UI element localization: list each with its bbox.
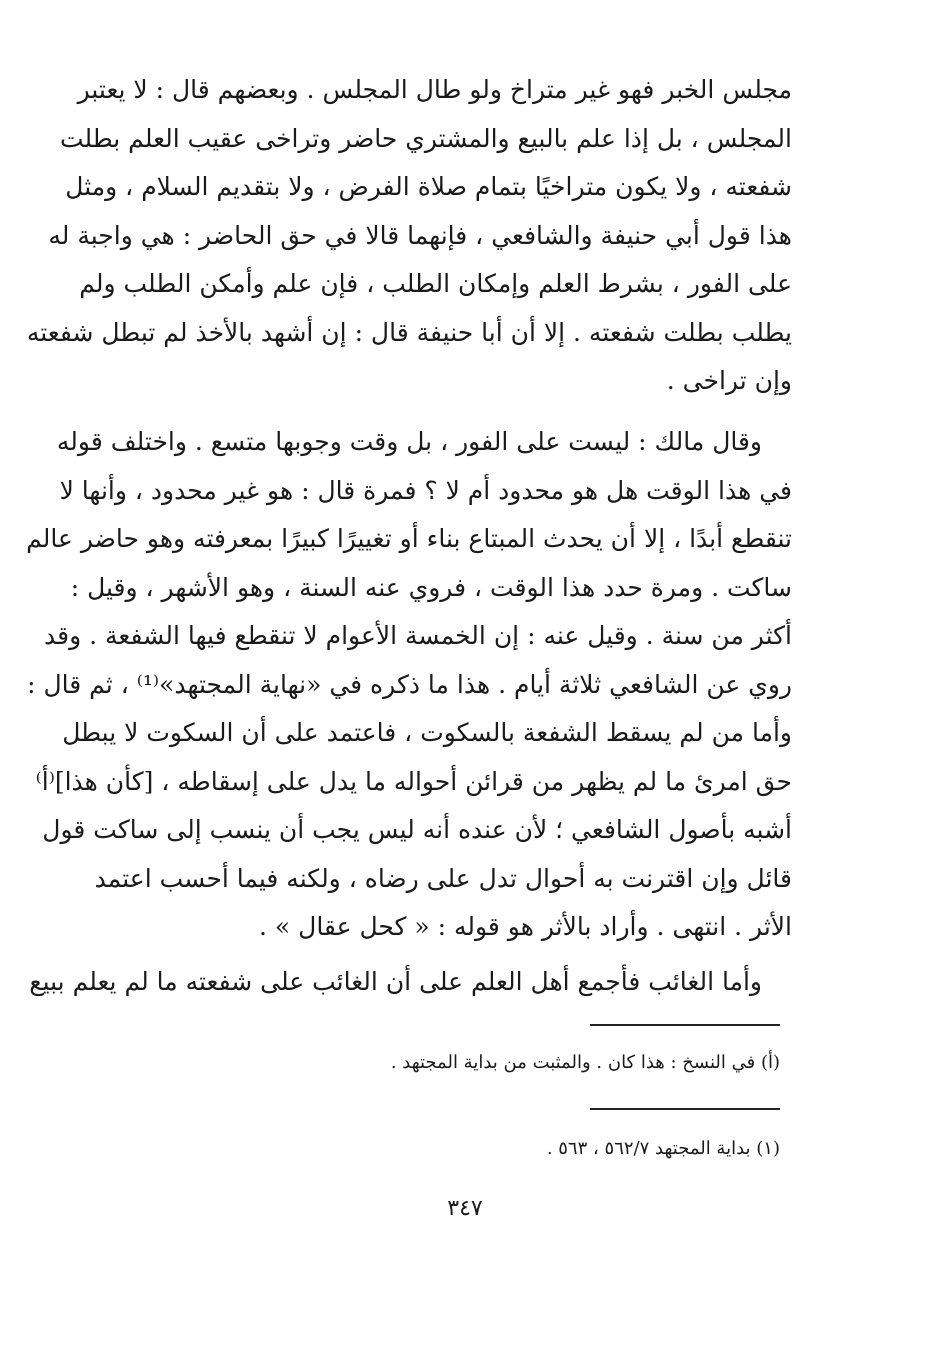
text-line: روي عن الشافعي ثلاثة أيام . هذا ما ذكره في «نهاية المجتهد»⁽¹⁾ ، ثم قال : [27,669,792,699]
text-line: حق امرئ ما لم يظهر من قرائن أحواله ما يدل على إسقاطه ، [كأن هذا]⁽أ⁾ [35,766,792,796]
text-line: هذا قول أبي حنيفة والشافعي ، فإنهما قالا في حق الحاضر : هي واجبة له [48,220,792,250]
text-line: وإن تراخى . [666,366,792,395]
text-line: في هذا الوقت هل هو محدود أم لا ؟ فمرة قال : هو غير محدود ، وأنها لا [59,475,792,505]
text-line: على الفور ، بشرط العلم وإمكان الطلب ، فإن علم وأمكن الطلب ولم [79,269,792,298]
text-line: تنقطع أبدًا ، إلا أن يحدث المبتاع بناء أو تغييرًا كبيرًا بمعرفته وهو حاضر عالم [26,524,792,553]
paragraph-1 [26,66,792,406]
text-line: يطلب بطلت شفعته . إلا أن أبا حنيفة قال : إن أشهد بالأخذ لم تبطل شفعته [26,317,792,347]
text-line: وأما الغائب فأجمع أهل العلم على أن الغائب على شفعته ما لم يعلم ببيع [29,967,762,996]
text-line: أكثر من سنة . وقيل عنه : إن الخمسة الأعوام لا تنقطع فيها الشفعة . وقد [44,621,792,650]
paragraph-2 [26,418,792,952]
footnote-separator [590,1108,780,1110]
text-line: وقال مالك : ليست على الفور ، بل وقت وجوبها متسع . واختلف قوله [56,427,762,456]
text-line: وأما من لم يسقط الشفعة بالسكوت ، فاعتمد على أن السكوت لا يبطل [62,718,792,747]
text-line: ساكت . ومرة حدد هذا الوقت ، فروي عنه السنة ، وهو الأشهر ، وقيل : [70,572,792,602]
page-number: ٣٤٧ [447,1196,483,1221]
text-line: شفعته ، ولا يكون متراخيًا بتمام صلاة الفرض ، ولا بتقديم السلام ، ومثل [65,172,792,201]
paragraph-3 [29,958,792,1007]
text-line: مجلس الخبر فهو غير متراخ ولو طال المجلس . وبعضهم قال : لا يعتبر [77,75,792,104]
text-line: الأثر . انتهى . وأراد بالأثر هو قوله : « كحل عقال » . [259,912,792,941]
text-line: أشبه بأصول الشافعي ؛ لأن عنده أنه ليس يجب أن ينسب إلى ساكت قول [42,815,792,844]
text-line: قائل وإن اقترنت به أحوال تدل على رضاه ، ولكنه فيما أحسب اعتمد [94,863,792,893]
footnote-separator [590,1024,780,1026]
footnote-variant: (أ) في النسخ : هذا كان . والمثبت من بداية المجتهد . [390,1052,780,1073]
text-line: المجلس ، بل إذا علم بالبيع والمشتري حاضر وتراخى عقيب العلم بطلت [59,123,792,153]
footnote-reference: (١) بداية المجتهد ٥٦٢/٧ ، ٥٦٣ . [546,1138,780,1159]
